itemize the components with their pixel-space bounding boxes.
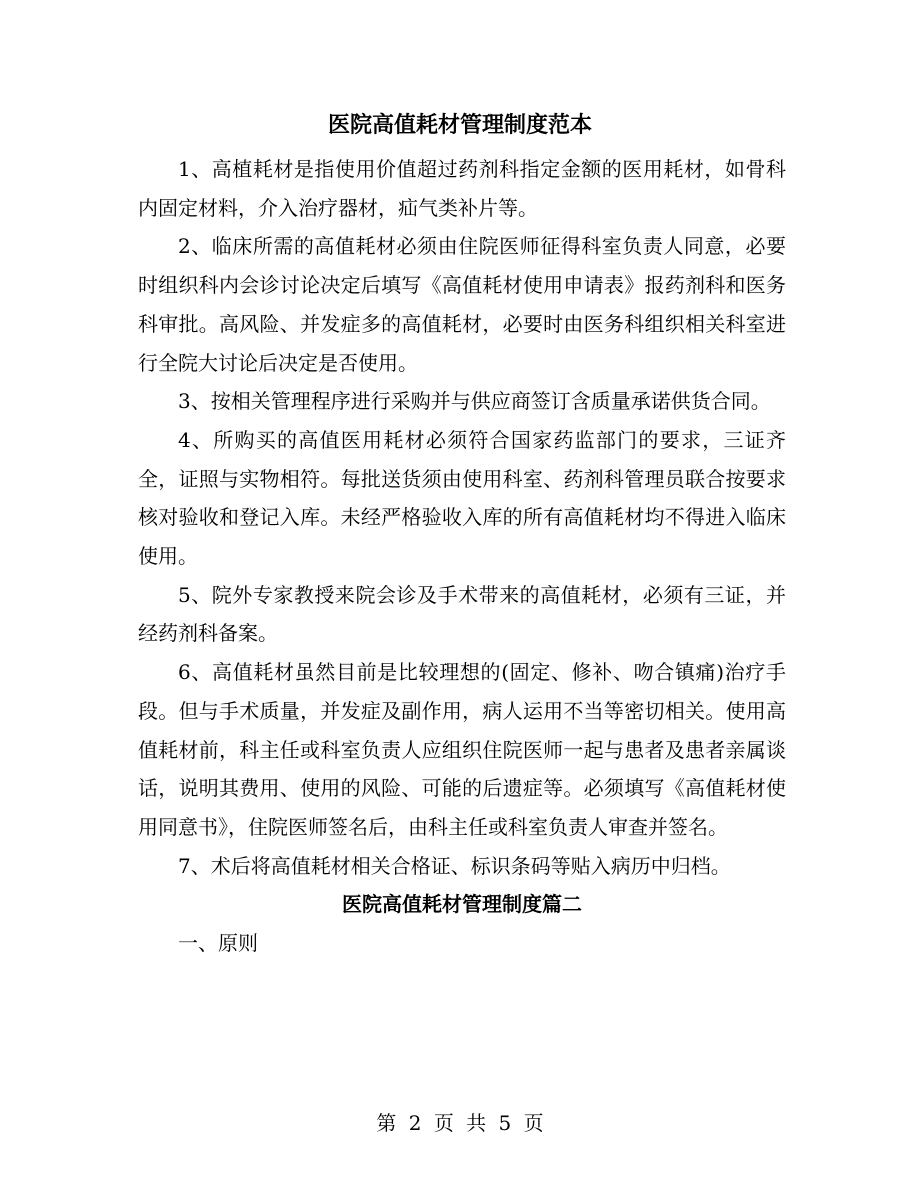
paragraph-1: 1、高植耗材是指使用价值超过药剂科指定金额的医用耗材，如骨科内固定材料，介入治疗器材，疝气类补片等。 [138, 157, 786, 220]
paragraph-2: 2、临床所需的高值耗材必须由住院医师征得科室负责人同意，必要时组织科内会诊讨论决定后填写《高值耗材使用申请表》报药剂科和医务科审批。高风险、并发症多的高值耗材，必要时由医务科组织相关科室进行全院大讨论后决定是否使用。 [138, 234, 786, 375]
page-number: 第 2 页 共 5 页 [376, 1111, 544, 1135]
paragraph-4: 4、所购买的高值医用耗材必须符合国家药监部门的要求，三证齐全，证照与实物相符。每批送货须由使用科室、药剂科管理员联合按要求核对验收和登记入库。未经严格验收入库的所有高值耗材均不得进入临床使用。 [138, 427, 786, 569]
document-body [138, 150, 786, 963]
paragraph-5: 5、院外专家教授来院会诊及手术带来的高值耗材，必须有三证，并经药剂科备案。 [138, 582, 786, 646]
paragraph-7: 7、术后将高值耗材相关合格证、标识条码等贴入病历中归档。 [178, 853, 731, 878]
document-title: 医院高值耗材管理制度范本 [327, 112, 592, 138]
paragraph-3: 3、按相关管理程序进行采购并与供应商签订含质量承诺供货合同。 [178, 389, 771, 414]
section-title: 医院高值耗材管理制度篇二 [342, 892, 582, 917]
paragraph-6: 6、高值耗材虽然目前是比较理想的(固定、修补、吻合镇痛)治疗手段。但与手术质量，并发症及副作用，病人运用不当等密切相关。使用高值耗材前，科主任或科室负责人应组织住院医师一起与患者及患者亲属谈话，说明其费用、使用的风险、可能的后遗症等。必须填写《高值耗材使用同意书》，住院医师签名后，由科主任或科室负责人审查并签名。 [138, 660, 786, 839]
section-heading: 一、原则 [178, 931, 258, 956]
